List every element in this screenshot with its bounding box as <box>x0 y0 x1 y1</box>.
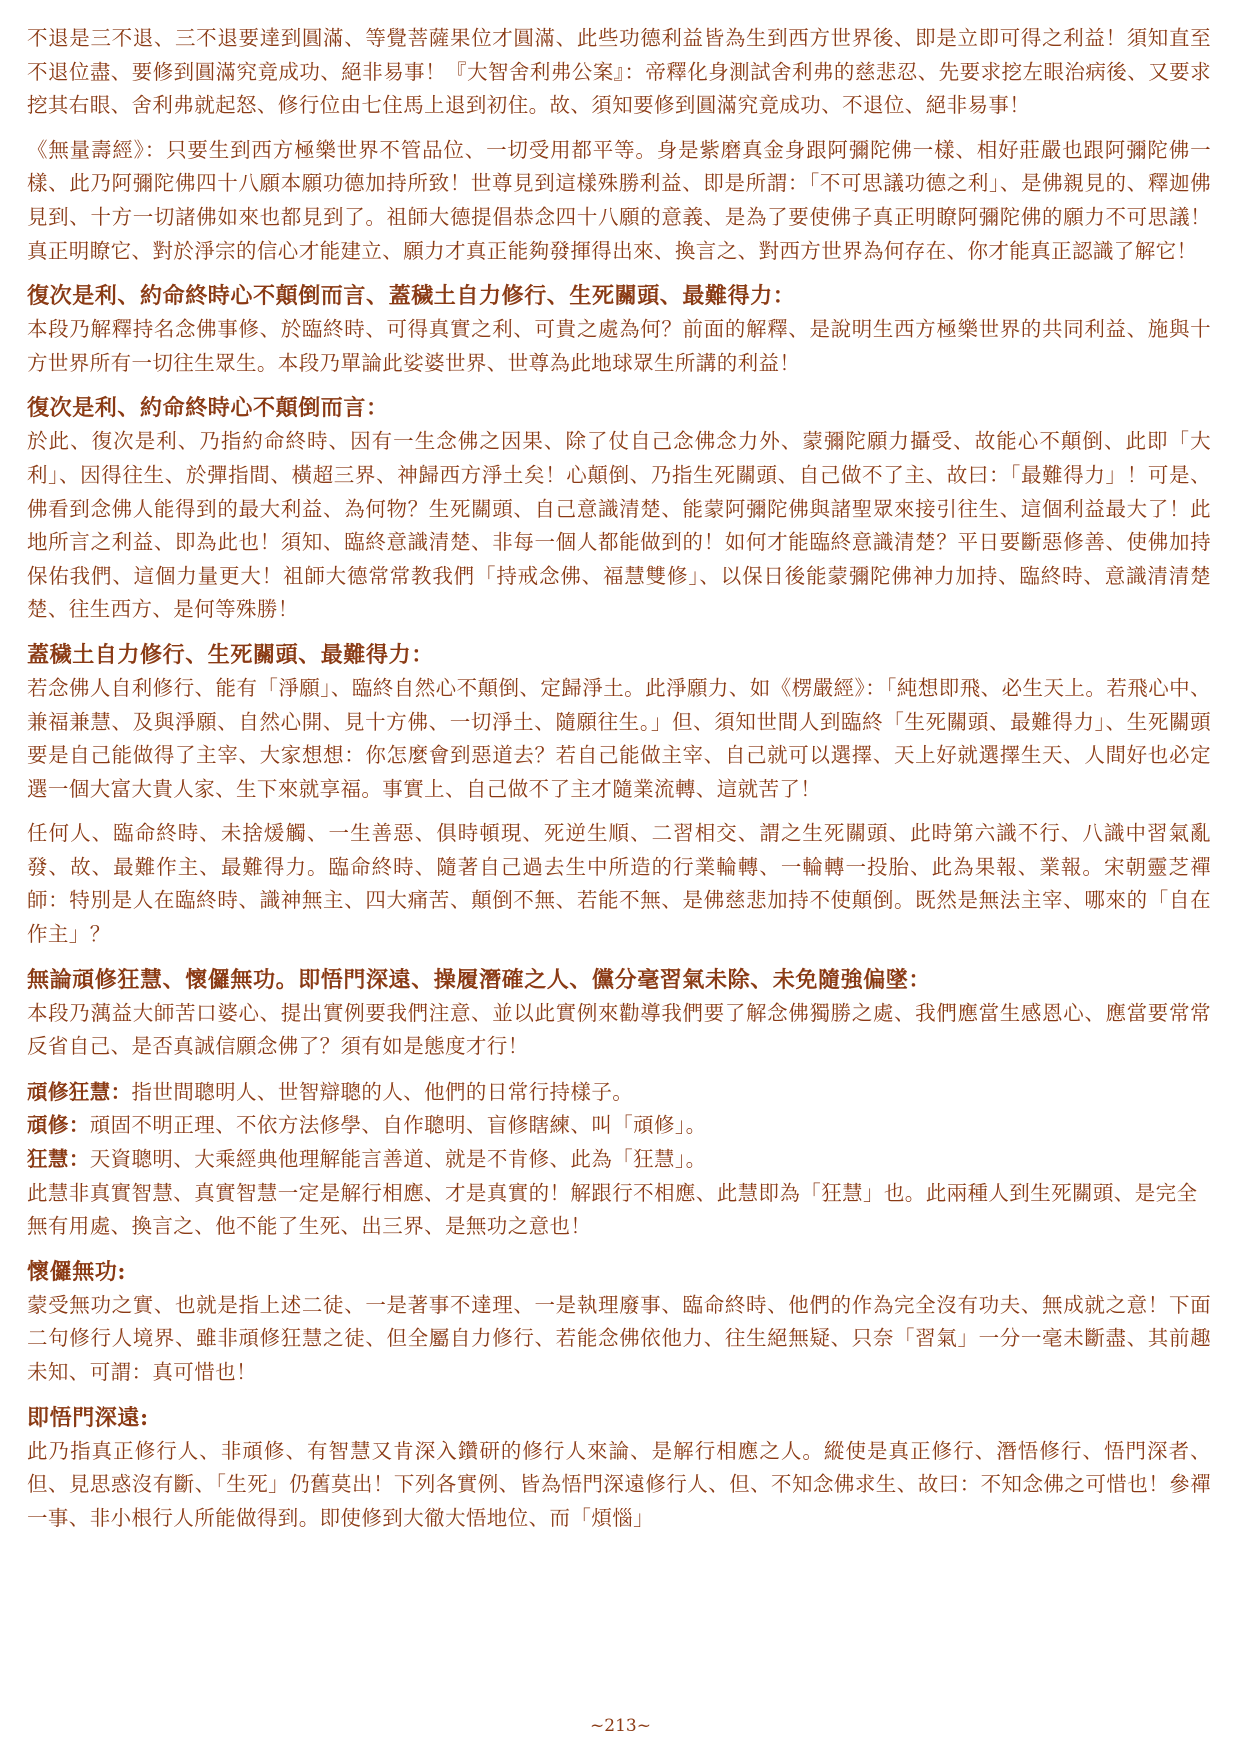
section-paragraph: 此乃指真正修行人、非頑修、有智慧又肯深入鑽研的修行人來論、是解行相應之人。縱使是真正修行、潛悟修行、悟門深者、但、見思惑沒有斷、「生死」仍舊莫出！下列各實例、皆為悟門深遠修行人、但、不知念佛求生、故曰：不知念佛之可惜也！參禪一事、非小根行人所能做得到。即使修到大徹大悟地位、而「煩惱」 <box>27 1438 1211 1530</box>
section-heading: 復次是利、約命終時心不顛倒而言： <box>27 395 389 422</box>
section-heading: 懷儸無功: <box>27 1258 127 1285</box>
section-heading: 無論頑修狂慧、懷儸無功。即悟門深遠、操履潛確之人、儻分毫習氣未除、未免隨強偏墜： <box>27 966 932 993</box>
intro-paragraph-1: 不退是三不退、三不退要達到圓滿、等覺菩薩果位才圓滿、此些功德利益皆為生到西方世界後、即是立即可得之利益！須知直至不退位盡、要修到圓滿究竟成功、絕非易事！『大智舍利弗公案』：帝釋化身測試舍利弗的慈悲忍、先要求挖左眼治病後、又要求挖其右眼、舍利弗就起怒、修行位由七住馬上退到初住。故、須知要修到圓滿究竟成功、不退位、絕非易事！ <box>27 26 1211 118</box>
section-paragraph: 蒙受無功之實、也就是指上述二徒、一是著事不達理、一是執理廢事、臨命終時、他們的作為完全沒有功夫、無成就之意！下面二句修行人境界、雖非頑修狂慧之徒、但全屬自力修行、若能念佛依他力、往生絕無疑、只奈「習氣」一分一毫未斷盡、其前趣未知、可謂：真可惜也！ <box>27 1292 1211 1384</box>
section-paragraph: 本段乃解釋持名念佛事修、於臨終時、可得真實之利、可貴之處為何？前面的解釋、是說明生西方極樂世界的共同利益、施與十方世界所有一切往生眾生。本段乃單論此娑婆世界、世尊為此地球眾生所講的利益！ <box>27 317 1211 375</box>
definition-text: 頑固不明正理、不依方法修學、自作聰明、盲修瞎練、叫「頑修」。 <box>89 1113 707 1138</box>
section-4 <box>27 964 1211 1064</box>
section-2 <box>27 392 1211 627</box>
intro-paragraph-2: 《無量壽經》：只要生到西方極樂世界不管品位、一切受用都平等。身是紫磨真金身跟阿彌陀佛一樣、相好莊嚴也跟阿彌陀佛一樣、此乃阿彌陀佛四十八願本願功德加持所致！世尊見到這樣殊勝利益、即是所謂：「不可思議功德之利」、是佛親見的、釋迦佛見到、十方一切諸佛如來也都見到了。祖師大德提倡恭念四十八願的意義、是為了要使佛子真正明瞭阿彌陀佛的願力不可思議！真正明瞭它、對於淨宗的信心才能建立、願力才真正能夠發揮得出來、換言之、對西方世界為何存在、你才能真正認識了解它！ <box>27 137 1211 263</box>
definition-text: 指世間聰明人、世智辯聰的人、他們的日常行持樣子。 <box>131 1079 634 1104</box>
definition-text: 天資聰明、大乘經典他理解能言善道、就是不肯修、此為「狂慧」。 <box>89 1147 707 1172</box>
intro-block <box>27 22 1211 268</box>
definition-separator: ： <box>68 1147 90 1172</box>
definition-line <box>27 1109 1211 1143</box>
section-heading: 即悟門深遠: <box>27 1404 149 1431</box>
definition-line <box>27 1143 1211 1177</box>
section-paragraph: 於此、復次是利、乃指約命終時、因有一生念佛之因果、除了仗自己念佛念力外、蒙彌陀願力攝受、故能心不顛倒、此即「大利」、因得往生、於彈指間、橫超三界、神歸西方淨土矣！心顛倒、乃指生死關頭、自己做不了主、故曰：「最難得力」！可是、佛看到念佛人能得到的最大利益、為何物？生死關頭、自己意識清楚、能蒙阿彌陀佛與諸聖眾來接引往生、這個利益最大了！此地所言之利益、即為此也！須知、臨終意識清楚、非每一個人都能做到的！如何才能臨終意識清楚？平日要斷惡修善、使佛加持保佑我們、這個力量更大！祖師大德常常教我們「持戒念佛、福慧雙修」、以保日後能蒙彌陀佛神力加持、臨終時、意識清清楚楚、往生西方、是何等殊勝！ <box>27 429 1211 622</box>
section-heading: 蓋穢土自力修行、生死關頭、最難得力： <box>27 641 434 668</box>
definition-term: 頑修 <box>27 1113 69 1138</box>
section-heading: 復次是利、約命終時心不顛倒而言、蓋穢土自力修行、生死關頭、最難得力： <box>27 283 796 310</box>
definition-separator: ： <box>68 1113 90 1138</box>
section-paragraph: 本段乃蕅益大師苦口婆心、提出實例要我們注意、並以此實例來勸導我們要了解念佛獨勝之處、我們應當生感恩心、應當要常常反省自己、是否真誠信願念佛了？須有如是態度才行！ <box>27 1000 1211 1059</box>
definition-term: 頑修狂慧 <box>27 1079 111 1104</box>
section-paragraph: 若念佛人自利修行、能有「淨願」、臨終自然心不顛倒、定歸淨土。此淨願力、如《楞嚴經》：「純想即飛、必生天上。若飛心中、兼福兼慧、及與淨願、自然心開、見十方佛、一切淨土、隨願往生。」但、須知世間人到臨終「生死關頭、最難得力」、生死關頭要是自己能做得了主宰、大家想想：你怎麼會到惡道去？若自己能做主宰、自己就可以選擇、天上好就選擇生天、人間好也必定選一個大富大貴人家、生下來就享福。事實上、自己做不了主才隨業流轉、這就苦了！ <box>27 675 1211 801</box>
section-1 <box>27 280 1211 380</box>
section-3 <box>27 639 1211 952</box>
definitions-block <box>27 1076 1211 1244</box>
definition-line <box>27 1076 1211 1110</box>
section-paragraph: 任何人、臨命終時、未捨煖觸、一生善惡、俱時頓現、死逆生順、二習相交、謂之生死關頭、此時第六識不行、八識中習氣亂發、故、最難作主、最難得力。臨命終時、隨著自己過去生中所造的行業輪轉、一輪轉一投胎、此為果報、業報。宋朝靈芝禪師：特別是人在臨終時、識神無主、四大痛苦、顛倒不無、若能不無、是佛慈悲加持不使顛倒。既然是無法主宰、哪來的「自在作主」？ <box>27 821 1211 947</box>
page-number: ~213~ <box>590 1716 651 1736</box>
definition-term: 狂慧 <box>27 1147 69 1172</box>
section-6 <box>27 1402 1211 1536</box>
section-5 <box>27 1256 1211 1390</box>
definitions-note: 此慧非真實智慧、真實智慧一定是解行相應、才是真實的！解跟行不相應、此慧即為「狂慧」也。此兩種人到生死關頭、是完全無有用處、換言之、他不能了生死、出三界、是無功之意也！ <box>27 1180 1198 1239</box>
definition-separator: ： <box>110 1079 132 1104</box>
